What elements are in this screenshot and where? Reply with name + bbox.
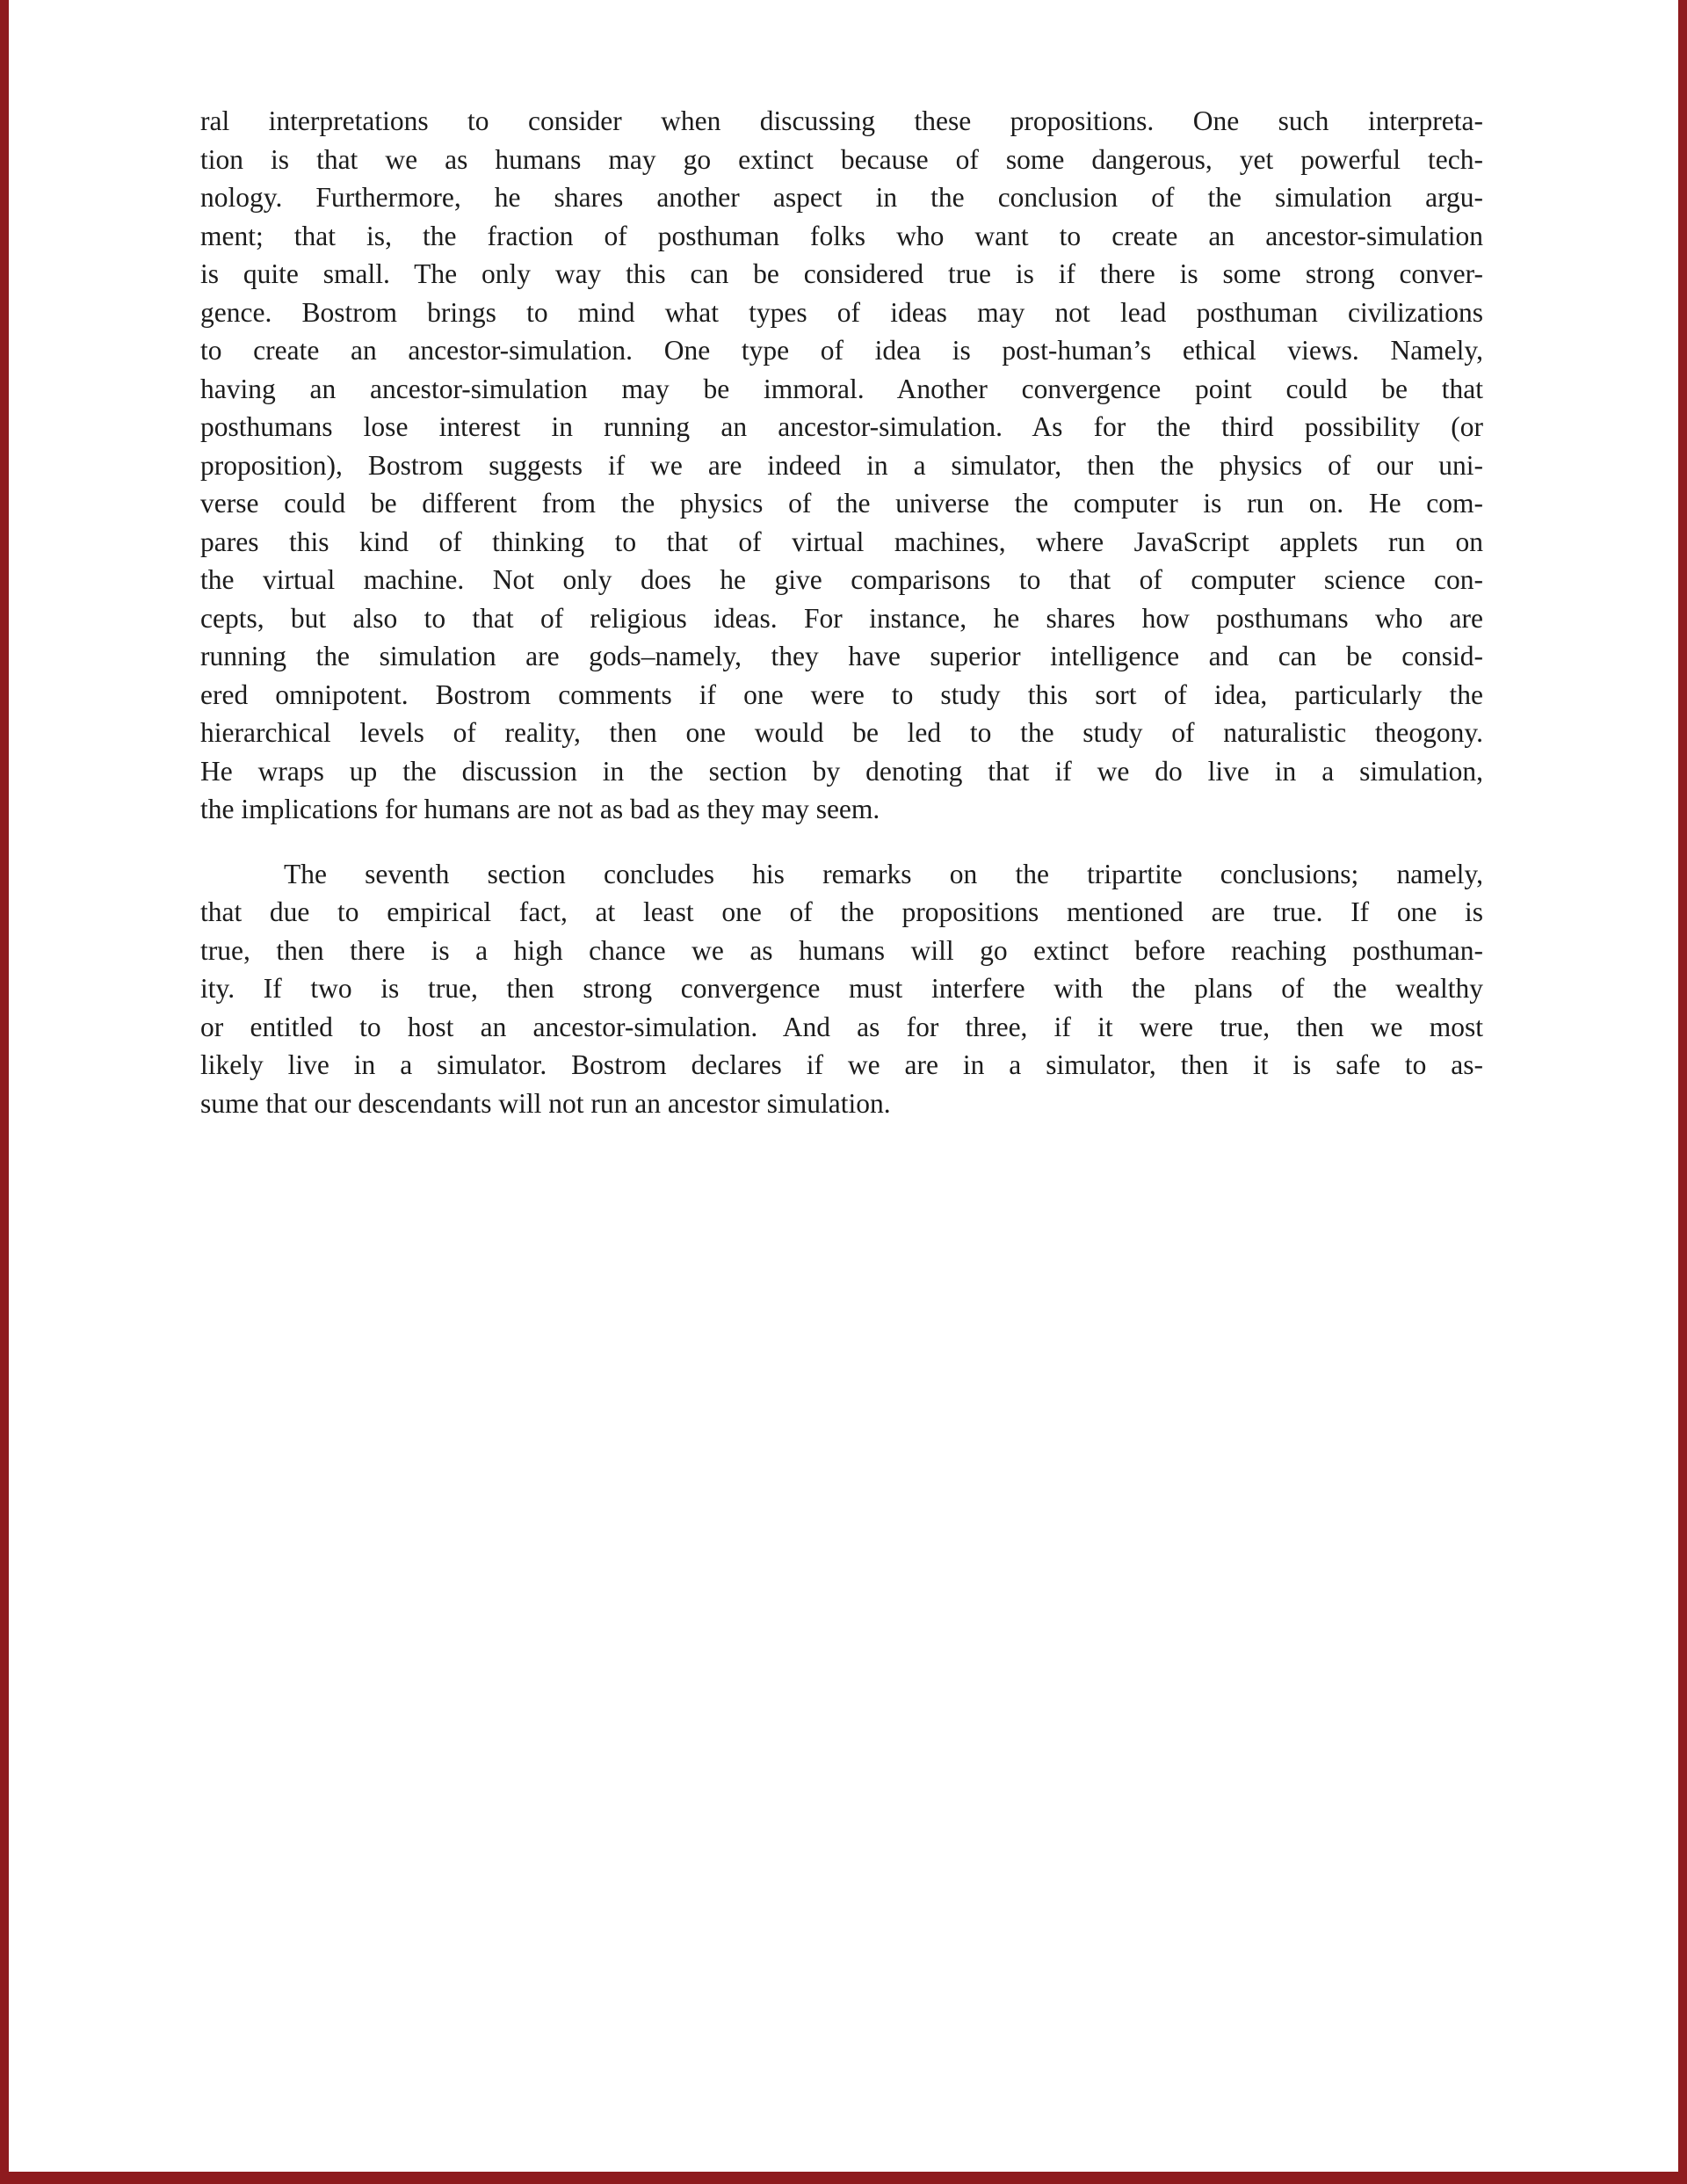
- text-line: ity. If two is true, then strong convergence must interfere with the plans of the wealthy: [200, 973, 1483, 1004]
- text-line: posthumans lose interest in running an ancestor-simulation. As for the third possibility (or: [200, 411, 1483, 442]
- text-line: the virtual machine. Not only does he give comparisons to that of computer science con-: [200, 564, 1483, 595]
- page-bottom-edge: [0, 2172, 1687, 2184]
- text-line: cepts, but also to that of religious ideas. For instance, he shares how posthumans who are: [200, 602, 1483, 634]
- page-right-edge: [1678, 0, 1687, 2184]
- text-line: ment; that is, the fraction of posthuman folks who want to create an ancestor-simulation: [200, 220, 1483, 251]
- text-line: verse could be different from the physics of the universe the computer is run on. He com-: [200, 488, 1483, 519]
- text-line: or entitled to host an ancestor-simulation. And as for three, if it were true, then we most: [200, 1011, 1483, 1042]
- text-line: having an ancestor-simulation may be immoral. Another convergence point could be that: [200, 373, 1483, 404]
- text-line: tion is that we as humans may go extinct because of some dangerous, yet powerful tech-: [200, 143, 1483, 175]
- text-line: The seventh section concludes his remarks on the tripartite conclusions; namely,: [284, 858, 1483, 889]
- text-line: to create an ancestor-simulation. One type of idea is post-human’s ethical views. Namely,: [200, 335, 1483, 366]
- text-line: pares this kind of thinking to that of virtual machines, where JavaScript applets run on: [200, 526, 1483, 557]
- text-line: ered omnipotent. Bostrom comments if one were to study this sort of idea, particularly the: [200, 678, 1483, 710]
- text-line: running the simulation are gods–namely, they have superior intelligence and can be consid-: [200, 641, 1483, 671]
- text-line: nology. Furthermore, he shares another aspect in the conclusion of the simulation argu-: [200, 182, 1483, 213]
- page-left-edge: [0, 0, 9, 2184]
- paragraph: [200, 102, 1483, 829]
- text-line: ral interpretations to consider when discussing these propositions. One such interpreta-: [200, 105, 1483, 136]
- text-line: that due to empirical fact, at least one of the propositions mentioned are true. If one is: [200, 896, 1483, 927]
- text-line: likely live in a simulator. Bostrom declares if we are in a simulator, then it is safe to as-: [200, 1049, 1483, 1080]
- text-line: is quite small. The only way this can be considered true is if there is some strong conver-: [200, 258, 1483, 289]
- text-line: true, then there is a high chance we as humans will go extinct before reaching posthuman-: [200, 934, 1483, 966]
- paragraph: [200, 855, 1483, 1123]
- text-line: sume that our descendants will not run an ancestor simulation.: [200, 1087, 891, 1119]
- text-line: hierarchical levels of reality, then one would be led to the study of naturalistic theogony.: [200, 717, 1483, 748]
- text-line: He wraps up the discussion in the section by denoting that if we do live in a simulation,: [200, 755, 1483, 787]
- text-line: the implications for humans are not as bad as they may seem.: [200, 794, 880, 824]
- text-line: proposition), Bostrom suggests if we are indeed in a simulator, then the physics of our uni-: [200, 449, 1483, 481]
- text-block: [200, 102, 1483, 1122]
- text-line: gence. Bostrom brings to mind what types of ideas may not lead posthuman civilizations: [200, 296, 1483, 328]
